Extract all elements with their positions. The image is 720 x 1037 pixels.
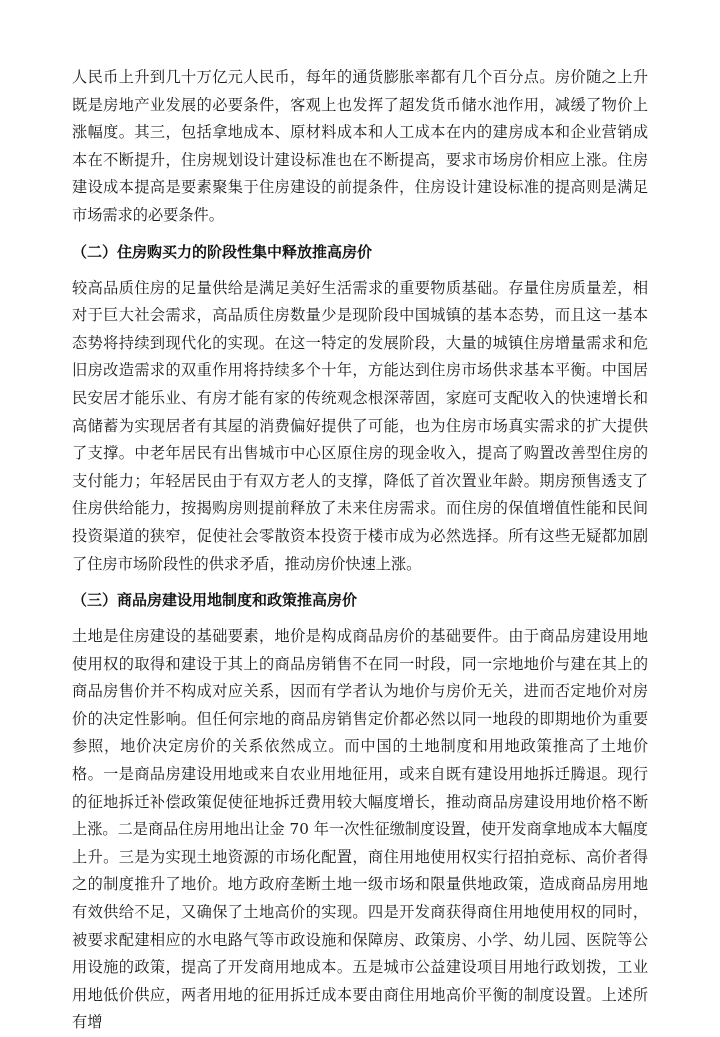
paragraph-cost-push: 人民币上升到几十万亿元人民币，每年的通货膨胀率都有几个百分点。房价随之上升既是房地产业发展的必要条件，客观上也发挥了超发货币储水池作用，减缓了物价上涨幅度。其三，包括拿地成本、原材料成本和人工成本在内的建房成本和企业营销成本在不断提升，住房规划设计建设标准也在不断提高，要求市场房价相应上涨。住房建设成本提高是要素聚集于住房建设的前提条件，住房设计建设标准的提高则是满足市场需求的必要条件。 — [72, 68, 648, 224]
section-heading-purchasing-power: （二）住房购买力的阶段性集中释放推高房价 — [72, 242, 373, 261]
paragraph-purchasing-power: 较高品质住房的足量供给是满足美好生活需求的重要物质基础。存量住房质量差，相对于巨大社会需求，高品质住房数量少是现阶段中国城镇的基本态势，而且这一基本态势将持续到现代化的实现。在这一特定的发展阶段，大量的城镇住房增量需求和危旧房改造需求的双重作用将持续多个十年，方能达到住房市场供求基本平衡。中国居民安居才能乐业、有房才能有家的传统观念根深蒂固，家庭可支配收入的快速增长和高储蓄为实现居者有其屋的消费偏好提供了可能，也为住房市场真实需求的扩大提供了支撑。中老年居民有出售城市中心区原住房的现金收入，提高了购置改善型住房的支付能力；年轻居民由于有双方老人的支撑，降低了首次置业年龄。期房预售透支了住房供给能力，按揭购房则提前释放了未来住房需求。而住房的保值增值性能和民间投资渠道的狭窄，促使社会零散资本投资于楼市成为必然选择。所有这些无疑都加剧了住房市场阶段性的供求矛盾，推动房价快速上涨。 — [72, 278, 648, 573]
document-page — [72, 64, 648, 1037]
paragraph-land-policy: 土地是住房建设的基础要素，地价是构成商品房价的基础要件。由于商品房建设用地使用权的取得和建设于其上的商品房销售不在同一时段，同一宗地地价与建在其上的商品房售价并不构成对应关系，因而有学者认为地价与房价无关，进而否定地价对房价的决定性影响。但任何宗地的商品房销售定价都必然以同一地段的即期地价为重要参照，地价决定房价的关系依然成立。而中国的土地制度和用地政策推高了土地价格。一是商品房建设用地或来自农业用地征用，或来自既有建设用地拆迁腾退。现行的征地拆迁补偿政策促使征地拆迁费用较大幅度增长，推动商品房建设用地价格不断上涨。二是商品住房用地出让金 70 年一次性征缴制度设置，使开发商拿地成本大幅度上升。三是为实现土地资源的市场化配置，商住用地使用权实行招拍竞标、高价者得之的制度推升了地价。地方政府垄断土地一级市场和限量供地政策，造成商品房用地有效供给不足，又确保了土地高价的实现。四是开发商获得商住用地使用权的同时，被要求配建相应的水电路气等市政设施和保障房、政策房、小学、幼儿园、医院等公用设施的政策，提高了开发商用地成本。五是城市公益建设项目用地行政划拨，工业用地低价供应，两者用地的征用拆迁成本要由商住用地高价平衡的制度设置。上述所有增 — [72, 627, 648, 1032]
section-heading-land-policy: （三）商品房建设用地制度和政策推高房价 — [72, 591, 358, 610]
